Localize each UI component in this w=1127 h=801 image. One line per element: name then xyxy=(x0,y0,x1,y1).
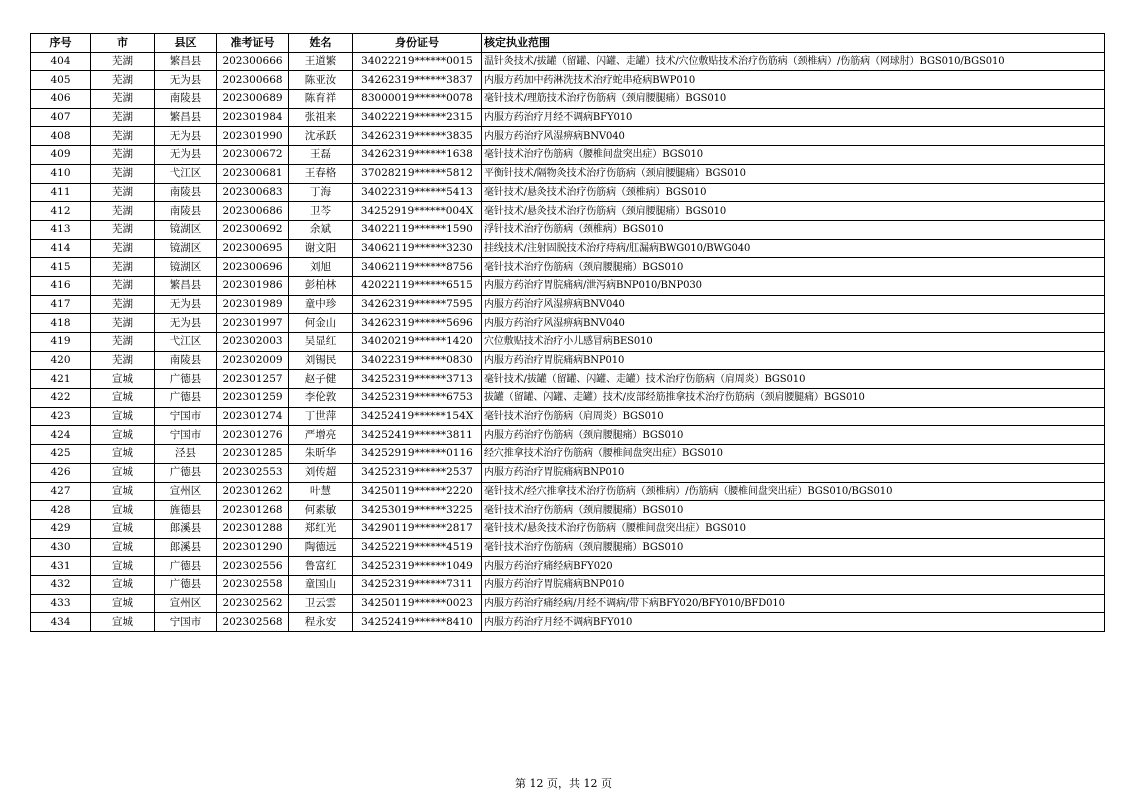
cell-county: 宁国市 xyxy=(155,613,217,632)
cell-name: 张祖来 xyxy=(289,108,353,127)
cell-serial: 404 xyxy=(31,52,91,71)
cell-exam-number: 202300689 xyxy=(217,90,289,109)
cell-name: 彭柏林 xyxy=(289,276,353,295)
cell-practice-scope: 经穴推拿技术治疗伤筋病（腰椎间盘突出症）BGS010 xyxy=(482,445,1105,464)
cell-county: 繁昌县 xyxy=(155,52,217,71)
cell-practice-scope: 内服方药治疗风湿痹病BNV040 xyxy=(482,127,1105,146)
header-name: 姓名 xyxy=(289,34,353,53)
cell-exam-number: 202301989 xyxy=(217,295,289,314)
header-practice-scope: 核定执业范围 xyxy=(482,34,1105,53)
cell-city: 芜湖 xyxy=(91,258,155,277)
cell-name: 刘旭 xyxy=(289,258,353,277)
table-row xyxy=(31,575,1105,594)
cell-exam-number: 202301268 xyxy=(217,501,289,520)
table-row xyxy=(31,146,1105,165)
table-body xyxy=(31,52,1105,631)
cell-practice-scope: 毫针技术/悬灸技术治疗伤筋病（颈椎病）BGS010 xyxy=(482,183,1105,202)
cell-id-number: 34262319******3837 xyxy=(353,71,482,90)
cell-county: 无为县 xyxy=(155,314,217,333)
cell-serial: 425 xyxy=(31,445,91,464)
cell-county: 南陵县 xyxy=(155,90,217,109)
cell-city: 芜湖 xyxy=(91,220,155,239)
table-row xyxy=(31,613,1105,632)
cell-id-number: 34022219******0015 xyxy=(353,52,482,71)
cell-county: 南陵县 xyxy=(155,202,217,221)
cell-id-number: 34250119******2220 xyxy=(353,482,482,501)
cell-exam-number: 202301285 xyxy=(217,445,289,464)
cell-practice-scope: 毫针技术/悬灸技术治疗伤筋病（颈肩腰腿痛）BGS010 xyxy=(482,202,1105,221)
cell-serial: 406 xyxy=(31,90,91,109)
table-row xyxy=(31,482,1105,501)
cell-practice-scope: 穴位敷贴技术治疗小儿感冒病BES010 xyxy=(482,333,1105,352)
cell-county: 无为县 xyxy=(155,146,217,165)
cell-name: 刘锡民 xyxy=(289,351,353,370)
cell-practice-scope: 温针灸技术/拔罐（留罐、闪罐、走罐）技术/穴位敷贴技术治疗伤筋病（颈椎病）/伤筋病（网球肘）BGS010/BGS010 xyxy=(482,52,1105,71)
cell-practice-scope: 挂线技术/注射固脱技术治疗痔病/肛漏病BWG010/BWG040 xyxy=(482,239,1105,258)
cell-id-number: 34022119******1590 xyxy=(353,220,482,239)
table-row xyxy=(31,295,1105,314)
cell-name: 丁海 xyxy=(289,183,353,202)
cell-city: 芜湖 xyxy=(91,314,155,333)
cell-name: 何金山 xyxy=(289,314,353,333)
header-exam-number: 准考证号 xyxy=(217,34,289,53)
cell-practice-scope: 内服方药治疗痛经病/月经不调病/带下病BFY020/BFY010/BFD010 xyxy=(482,594,1105,613)
cell-serial: 409 xyxy=(31,146,91,165)
table-row xyxy=(31,276,1105,295)
cell-city: 宣城 xyxy=(91,594,155,613)
cell-id-number: 34252219******4519 xyxy=(353,538,482,557)
table-row xyxy=(31,164,1105,183)
cell-serial: 427 xyxy=(31,482,91,501)
cell-id-number: 34252419******8410 xyxy=(353,613,482,632)
cell-county: 无为县 xyxy=(155,127,217,146)
cell-serial: 420 xyxy=(31,351,91,370)
cell-name: 程永安 xyxy=(289,613,353,632)
cell-name: 何素敏 xyxy=(289,501,353,520)
cell-city: 宣城 xyxy=(91,501,155,520)
table-header-row xyxy=(31,34,1105,53)
cell-serial: 405 xyxy=(31,71,91,90)
cell-serial: 432 xyxy=(31,575,91,594)
cell-county: 弋江区 xyxy=(155,164,217,183)
cell-exam-number: 202300666 xyxy=(217,52,289,71)
cell-serial: 428 xyxy=(31,501,91,520)
cell-practice-scope: 浮针技术治疗伤筋病（颈椎病）BGS010 xyxy=(482,220,1105,239)
cell-serial: 424 xyxy=(31,426,91,445)
table-row xyxy=(31,538,1105,557)
cell-county: 广德县 xyxy=(155,370,217,389)
cell-practice-scope: 内服方药治疗月经不调病BFY010 xyxy=(482,108,1105,127)
cell-id-number: 34262319******5696 xyxy=(353,314,482,333)
table-row xyxy=(31,90,1105,109)
cell-city: 芜湖 xyxy=(91,108,155,127)
cell-id-number: 34252319******1049 xyxy=(353,557,482,576)
cell-exam-number: 202301288 xyxy=(217,519,289,538)
cell-serial: 414 xyxy=(31,239,91,258)
cell-serial: 412 xyxy=(31,202,91,221)
cell-exam-number: 202302562 xyxy=(217,594,289,613)
cell-name: 丁世萍 xyxy=(289,407,353,426)
cell-county: 南陵县 xyxy=(155,183,217,202)
cell-exam-number: 202302558 xyxy=(217,575,289,594)
header-city: 市 xyxy=(91,34,155,53)
cell-name: 余斌 xyxy=(289,220,353,239)
cell-name: 陶德远 xyxy=(289,538,353,557)
cell-name: 陈育祥 xyxy=(289,90,353,109)
cell-city: 宣城 xyxy=(91,613,155,632)
cell-practice-scope: 内服方药治疗痛经病BFY020 xyxy=(482,557,1105,576)
cell-city: 芜湖 xyxy=(91,276,155,295)
cell-serial: 434 xyxy=(31,613,91,632)
table-row xyxy=(31,407,1105,426)
cell-id-number: 34022219******2315 xyxy=(353,108,482,127)
cell-id-number: 83000019******0078 xyxy=(353,90,482,109)
cell-city: 宣城 xyxy=(91,426,155,445)
cell-name: 李伦敦 xyxy=(289,389,353,408)
cell-exam-number: 202300692 xyxy=(217,220,289,239)
cell-practice-scope: 毫针技术/理筋技术治疗伤筋病（颈肩腰腿痛）BGS010 xyxy=(482,90,1105,109)
cell-exam-number: 202300686 xyxy=(217,202,289,221)
cell-name: 严增亮 xyxy=(289,426,353,445)
cell-serial: 419 xyxy=(31,333,91,352)
cell-practice-scope: 毫针技术/拔罐（留罐、闪罐、走罐）技术治疗伤筋病（肩周炎）BGS010 xyxy=(482,370,1105,389)
cell-id-number: 34022319******0830 xyxy=(353,351,482,370)
cell-county: 旌德县 xyxy=(155,501,217,520)
table-row xyxy=(31,351,1105,370)
cell-id-number: 34020219******1420 xyxy=(353,333,482,352)
cell-city: 宣城 xyxy=(91,482,155,501)
cell-id-number: 34252319******3713 xyxy=(353,370,482,389)
cell-name: 卫云雲 xyxy=(289,594,353,613)
roster-table xyxy=(30,33,1105,632)
cell-exam-number: 202300695 xyxy=(217,239,289,258)
table-row xyxy=(31,501,1105,520)
table-row xyxy=(31,220,1105,239)
cell-practice-scope: 内服方药治疗月经不调病BFY010 xyxy=(482,613,1105,632)
cell-county: 宁国市 xyxy=(155,407,217,426)
cell-name: 谢文阳 xyxy=(289,239,353,258)
cell-practice-scope: 内服方药治疗风湿痹病BNV040 xyxy=(482,295,1105,314)
cell-name: 沈承跃 xyxy=(289,127,353,146)
cell-city: 宣城 xyxy=(91,407,155,426)
cell-practice-scope: 内服方药治疗胃脘痛病BNP010 xyxy=(482,575,1105,594)
cell-city: 芜湖 xyxy=(91,146,155,165)
table-row xyxy=(31,52,1105,71)
cell-exam-number: 202302009 xyxy=(217,351,289,370)
cell-city: 芜湖 xyxy=(91,52,155,71)
cell-id-number: 34262319******1638 xyxy=(353,146,482,165)
cell-city: 宣城 xyxy=(91,538,155,557)
cell-exam-number: 202301990 xyxy=(217,127,289,146)
cell-county: 繁昌县 xyxy=(155,108,217,127)
cell-practice-scope: 内服方药加中药淋洗技术治疗蛇串疮病BWP010 xyxy=(482,71,1105,90)
cell-city: 芜湖 xyxy=(91,202,155,221)
cell-name: 吴显红 xyxy=(289,333,353,352)
cell-county: 镜湖区 xyxy=(155,220,217,239)
cell-county: 郎溪县 xyxy=(155,519,217,538)
cell-serial: 416 xyxy=(31,276,91,295)
cell-exam-number: 202301997 xyxy=(217,314,289,333)
table-row xyxy=(31,370,1105,389)
table-row xyxy=(31,71,1105,90)
cell-exam-number: 202300696 xyxy=(217,258,289,277)
cell-practice-scope: 毫针技术/悬灸技术治疗伤筋病（腰椎间盘突出症）BGS010 xyxy=(482,519,1105,538)
cell-exam-number: 202302568 xyxy=(217,613,289,632)
cell-id-number: 34262319******7595 xyxy=(353,295,482,314)
cell-city: 宣城 xyxy=(91,519,155,538)
cell-exam-number: 202300683 xyxy=(217,183,289,202)
cell-county: 镜湖区 xyxy=(155,258,217,277)
cell-practice-scope: 平衡针技术/隔物灸技术治疗伤筋病（颈肩腰腿痛）BGS010 xyxy=(482,164,1105,183)
cell-practice-scope: 拔罐（留罐、闪罐、走罐）技术/皮部经筋推拿技术治疗伤筋病（颈肩腰腿痛）BGS010 xyxy=(482,389,1105,408)
cell-county: 广德县 xyxy=(155,575,217,594)
cell-id-number: 34250119******0023 xyxy=(353,594,482,613)
cell-city: 芜湖 xyxy=(91,183,155,202)
cell-city: 芜湖 xyxy=(91,239,155,258)
cell-id-number: 34252319******6753 xyxy=(353,389,482,408)
cell-practice-scope: 毫针技术/经穴推拿技术治疗伤筋病（颈椎病）/伤筋病（腰椎间盘突出症）BGS010/BGS010 xyxy=(482,482,1105,501)
cell-id-number: 34252919******004X xyxy=(353,202,482,221)
cell-id-number: 34062119******3230 xyxy=(353,239,482,258)
cell-exam-number: 202301986 xyxy=(217,276,289,295)
table-row xyxy=(31,333,1105,352)
cell-exam-number: 202301984 xyxy=(217,108,289,127)
cell-name: 朱昕华 xyxy=(289,445,353,464)
cell-id-number: 42022119******6515 xyxy=(353,276,482,295)
cell-serial: 410 xyxy=(31,164,91,183)
table-row xyxy=(31,314,1105,333)
cell-city: 宣城 xyxy=(91,463,155,482)
cell-county: 泾县 xyxy=(155,445,217,464)
cell-city: 芜湖 xyxy=(91,71,155,90)
cell-city: 芜湖 xyxy=(91,90,155,109)
cell-exam-number: 202300672 xyxy=(217,146,289,165)
cell-city: 芜湖 xyxy=(91,164,155,183)
cell-exam-number: 202301257 xyxy=(217,370,289,389)
cell-name: 卫芩 xyxy=(289,202,353,221)
cell-city: 宣城 xyxy=(91,575,155,594)
cell-practice-scope: 内服方药治疗胃脘痛病/泄泻病BNP010/BNP030 xyxy=(482,276,1105,295)
cell-id-number: 34290119******2817 xyxy=(353,519,482,538)
cell-serial: 408 xyxy=(31,127,91,146)
header-id-number: 身份证号 xyxy=(353,34,482,53)
cell-city: 芜湖 xyxy=(91,127,155,146)
cell-county: 宁国市 xyxy=(155,426,217,445)
cell-serial: 426 xyxy=(31,463,91,482)
table-row xyxy=(31,108,1105,127)
cell-name: 王道繁 xyxy=(289,52,353,71)
cell-id-number: 34252319******7311 xyxy=(353,575,482,594)
cell-practice-scope: 内服方药治疗胃脘痛病BNP010 xyxy=(482,351,1105,370)
table-row xyxy=(31,183,1105,202)
cell-name: 王春格 xyxy=(289,164,353,183)
header-serial: 序号 xyxy=(31,34,91,53)
cell-name: 王磊 xyxy=(289,146,353,165)
cell-county: 弋江区 xyxy=(155,333,217,352)
cell-city: 宣城 xyxy=(91,557,155,576)
cell-serial: 421 xyxy=(31,370,91,389)
cell-id-number: 34062119******8756 xyxy=(353,258,482,277)
cell-county: 广德县 xyxy=(155,463,217,482)
cell-serial: 423 xyxy=(31,407,91,426)
table-row xyxy=(31,557,1105,576)
cell-serial: 413 xyxy=(31,220,91,239)
cell-exam-number: 202301259 xyxy=(217,389,289,408)
cell-county: 广德县 xyxy=(155,389,217,408)
cell-exam-number: 202300681 xyxy=(217,164,289,183)
cell-id-number: 34252319******2537 xyxy=(353,463,482,482)
cell-practice-scope: 内服方药治疗胃脘痛病BNP010 xyxy=(482,463,1105,482)
cell-name: 叶慧 xyxy=(289,482,353,501)
cell-exam-number: 202302556 xyxy=(217,557,289,576)
table-row xyxy=(31,426,1105,445)
cell-county: 无为县 xyxy=(155,295,217,314)
cell-name: 童国山 xyxy=(289,575,353,594)
cell-city: 芜湖 xyxy=(91,333,155,352)
cell-city: 芜湖 xyxy=(91,295,155,314)
cell-serial: 431 xyxy=(31,557,91,576)
cell-name: 鲁富红 xyxy=(289,557,353,576)
cell-name: 刘传超 xyxy=(289,463,353,482)
table-row xyxy=(31,239,1105,258)
cell-exam-number: 202302003 xyxy=(217,333,289,352)
cell-name: 赵子健 xyxy=(289,370,353,389)
cell-practice-scope: 毫针技术治疗伤筋病（颈肩腰腿痛）BGS010 xyxy=(482,501,1105,520)
cell-serial: 418 xyxy=(31,314,91,333)
table-row xyxy=(31,445,1105,464)
cell-county: 宣州区 xyxy=(155,482,217,501)
roster-table-container xyxy=(30,33,1105,632)
cell-serial: 430 xyxy=(31,538,91,557)
cell-exam-number: 202302553 xyxy=(217,463,289,482)
cell-serial: 433 xyxy=(31,594,91,613)
table-row xyxy=(31,389,1105,408)
cell-name: 童中珍 xyxy=(289,295,353,314)
cell-serial: 429 xyxy=(31,519,91,538)
cell-id-number: 37028219******5812 xyxy=(353,164,482,183)
cell-county: 郎溪县 xyxy=(155,538,217,557)
table-row xyxy=(31,463,1105,482)
cell-serial: 407 xyxy=(31,108,91,127)
cell-exam-number: 202301274 xyxy=(217,407,289,426)
cell-serial: 422 xyxy=(31,389,91,408)
cell-county: 南陵县 xyxy=(155,351,217,370)
cell-id-number: 34252919******0116 xyxy=(353,445,482,464)
cell-id-number: 34252419******154X xyxy=(353,407,482,426)
cell-practice-scope: 毫针技术治疗伤筋病（腰椎间盘突出症）BGS010 xyxy=(482,146,1105,165)
table-row xyxy=(31,519,1105,538)
cell-id-number: 34253019******3225 xyxy=(353,501,482,520)
cell-city: 宣城 xyxy=(91,445,155,464)
header-county: 县区 xyxy=(155,34,217,53)
cell-practice-scope: 毫针技术治疗伤筋病（肩周炎）BGS010 xyxy=(482,407,1105,426)
cell-practice-scope: 内服方药治疗伤筋病（颈肩腰腿痛）BGS010 xyxy=(482,426,1105,445)
table-row xyxy=(31,594,1105,613)
cell-county: 广德县 xyxy=(155,557,217,576)
page-footer: 第 12 页，共 12 页 xyxy=(515,777,612,790)
cell-county: 镜湖区 xyxy=(155,239,217,258)
cell-exam-number: 202301290 xyxy=(217,538,289,557)
cell-exam-number: 202301276 xyxy=(217,426,289,445)
cell-city: 芜湖 xyxy=(91,351,155,370)
cell-serial: 417 xyxy=(31,295,91,314)
cell-practice-scope: 毫针技术治疗伤筋病（颈肩腰腿痛）BGS010 xyxy=(482,538,1105,557)
cell-county: 宣州区 xyxy=(155,594,217,613)
cell-serial: 411 xyxy=(31,183,91,202)
table-row xyxy=(31,127,1105,146)
cell-serial: 415 xyxy=(31,258,91,277)
cell-practice-scope: 内服方药治疗风湿痹病BNV040 xyxy=(482,314,1105,333)
cell-exam-number: 202300668 xyxy=(217,71,289,90)
cell-id-number: 34252419******3811 xyxy=(353,426,482,445)
cell-name: 陈亚汝 xyxy=(289,71,353,90)
cell-city: 宣城 xyxy=(91,389,155,408)
cell-county: 繁昌县 xyxy=(155,276,217,295)
cell-practice-scope: 毫针技术治疗伤筋病（颈肩腰腿痛）BGS010 xyxy=(482,258,1105,277)
cell-county: 无为县 xyxy=(155,71,217,90)
table-row xyxy=(31,202,1105,221)
cell-exam-number: 202301262 xyxy=(217,482,289,501)
cell-city: 宣城 xyxy=(91,370,155,389)
cell-id-number: 34262319******3835 xyxy=(353,127,482,146)
cell-id-number: 34022319******5413 xyxy=(353,183,482,202)
cell-name: 郑红光 xyxy=(289,519,353,538)
table-row xyxy=(31,258,1105,277)
